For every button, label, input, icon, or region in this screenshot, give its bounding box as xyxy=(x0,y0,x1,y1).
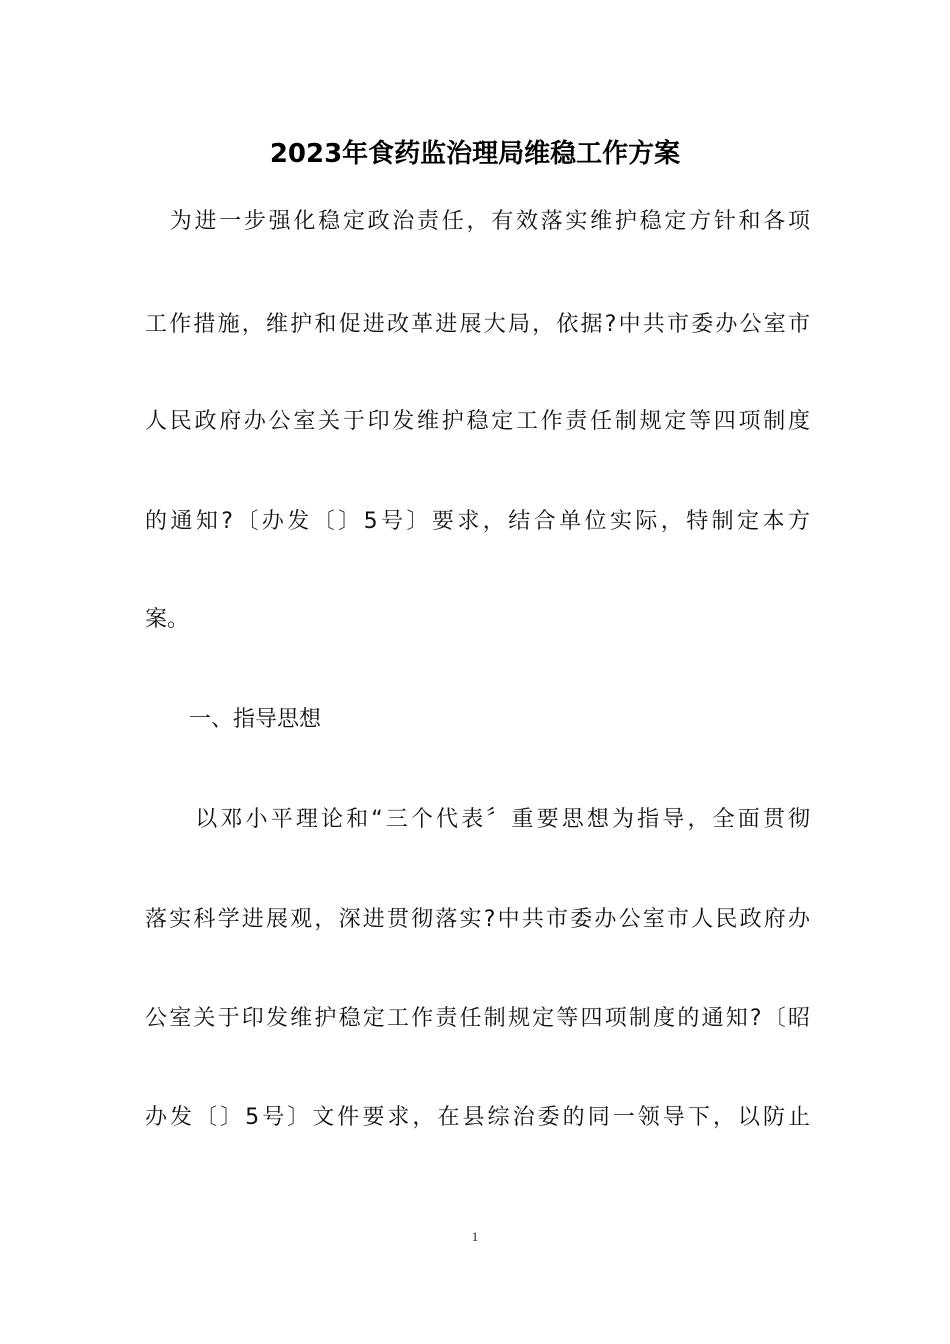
page-number: 1 xyxy=(471,1229,479,1244)
body-line-1: 为进一步强化稳定政治责任，有效落实维护稳定方针和各项 xyxy=(145,209,810,234)
body-line-6: 以邓小平理论和“三个代表〞重要思想为指导，全面贯彻 xyxy=(145,807,810,832)
document-title: 2023年食药监治理局维稳工作方案 xyxy=(269,139,681,169)
body-line-9: 办发〔〕5号〕文件要求，在县综治委的同一领导下，以防止 xyxy=(145,1105,810,1130)
body-line-7: 落实科学进展观，深进贯彻落实?中共市委办公室市人民政府办 xyxy=(145,907,810,932)
section-heading-guiding-ideology: 一、指导思想 xyxy=(145,707,322,732)
body-line-2: 工作措施，维护和促进改革进展大局，依据?中共市委办公室市 xyxy=(145,312,810,337)
body-line-3: 人民政府办公室关于印发维护稳定工作责任制规定等四项制度 xyxy=(145,409,810,434)
body-line-4: 的通知?〔办发〔〕5号〕要求，结合单位实际，特制定本方 xyxy=(145,509,810,534)
body-line-8: 公室关于印发维护稳定工作责任制规定等四项制度的通知?〔昭 xyxy=(145,1006,810,1031)
body-line-5: 案。 xyxy=(145,607,190,632)
